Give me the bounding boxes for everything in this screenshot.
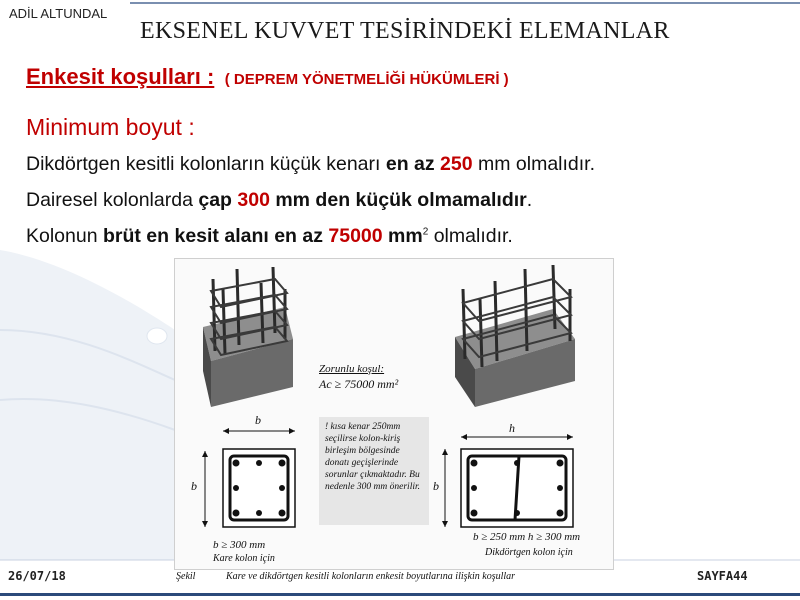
text: Dairesel kolonlarda [26,189,199,211]
square-section [202,428,295,527]
dim-b-side-left: b [191,479,197,493]
square-caption: Kare kolon için [213,553,275,564]
header-rule [130,2,800,4]
subheading-detail: ( DEPREM YÖNETMELİĞİ HÜKÜMLERİ ) [224,71,509,88]
dim-h-top-right: h [509,421,515,435]
rect-label: b ≥ 250 mm h ≥ 300 mm [473,531,581,543]
rect-caption: Dikdörtgen kolon için [485,547,573,558]
condition-formula: Ac ≥ 75000 mm² [319,377,399,391]
text-bold: mm den küçük olmamalıdır [269,189,527,211]
text: mm olmalıdır. [472,153,596,175]
subheading [26,64,509,90]
square-label: b ≥ 300 mm [213,539,266,551]
body-line-3 [26,225,513,248]
body-line-1 [26,153,595,176]
column-figure [174,258,614,570]
text: . [526,189,533,211]
condition-title: Zorunlu koşul: [319,363,385,375]
value-75000: 75000 [328,225,383,247]
text-bold: en az [385,153,441,175]
footer-rule [0,593,800,596]
body-line-2 [26,189,532,212]
section-title: Minimum boyut : [26,114,195,140]
rect-column-3d [455,265,575,407]
value-300: 300 [237,189,270,211]
value-250: 250 [440,153,473,175]
figure-caption-prefix: Şekil [176,571,196,582]
text: Dikdörtgen kesitli kolonların küçük kenarı [26,153,386,175]
author-label: ADİL ALTUNDAL [6,6,110,21]
dim-b-side-right: b [433,479,439,493]
footer-date: 26/07/18 [8,569,66,583]
text-bold: çap [198,189,238,211]
text-bold: mm [382,225,423,247]
text: olmalıdır. [428,225,513,247]
footer-page: SAYFA44 [697,569,748,583]
rect-section [442,434,573,527]
text-bold: brüt en kesit alanı en az [102,225,329,247]
page-title: EKSENEL KUVVET TESİRİNDEKİ ELEMANLAR [140,18,670,44]
warning-note: ! kısa kenar 250mm seçilirse kolon-kiriş birleşim bölgesinde donatı geçişlerinde sorunlar çıkmaktadır. Bu nedenle 300 mm önerilir. [319,417,429,525]
square-column-3d [203,267,293,407]
figure-caption: Kare ve dikdörtgen kesitli kolonların enkesit boyutlarına ilişkin koşullar [226,571,516,582]
superscript: 2 [422,226,429,238]
dim-b-top-left: b [255,413,261,427]
text: Kolonun [26,225,103,247]
subheading-main: Enkesit koşulları : [26,64,215,89]
